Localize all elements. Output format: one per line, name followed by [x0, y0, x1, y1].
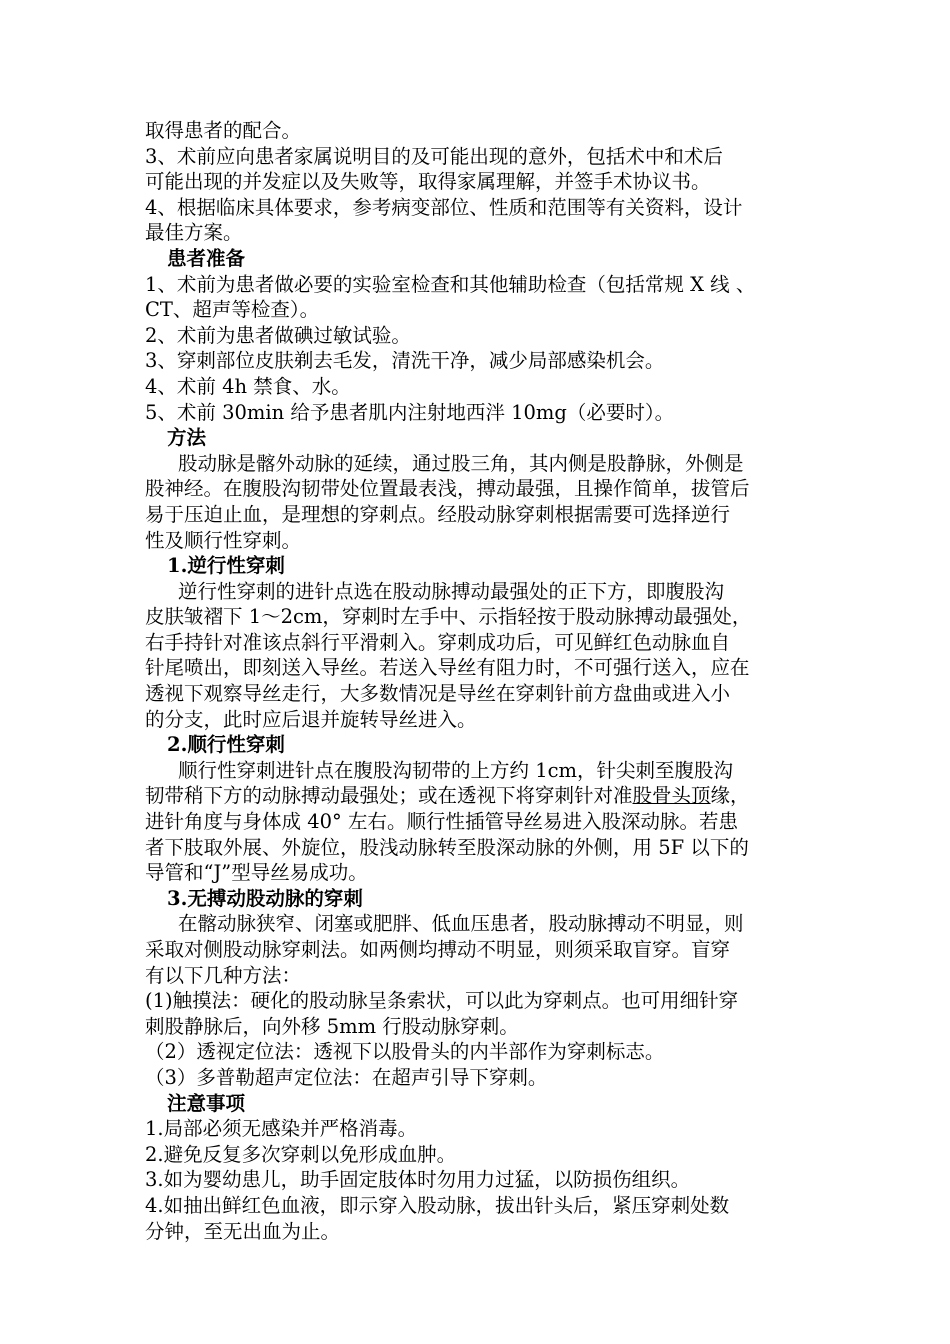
text-line: [145, 988, 815, 1014]
line-text: 者下肢取外展、外旋位，股浅动脉转至股深动脉的外侧，用 5F 以下的: [145, 835, 749, 859]
line-text: 采取对侧股动脉穿刺法。如两侧均搏动不明显，则须采取盲穿。盲穿: [145, 938, 731, 961]
line-text: 3.如为婴幼患儿，助手固定肢体时勿用力过猛，以防损伤组织。: [145, 1168, 691, 1192]
section-heading: [145, 732, 815, 758]
text-line: [145, 963, 815, 989]
line-text: 取得患者的配合。: [145, 119, 302, 142]
text-line: [145, 348, 815, 374]
line-text: 在髂动脉狭窄、闭塞或肥胖、低血压患者，股动脉搏动不明显，则: [178, 912, 744, 936]
text-line: [145, 374, 815, 400]
text-line: [145, 297, 815, 323]
text-line: [145, 655, 815, 681]
line-text: 导管和“J”型导丝易成功。: [145, 861, 368, 885]
section-heading: [145, 553, 815, 579]
line-text: 易于压迫止血，是理想的穿刺点。经股动脉穿刺根据需要可选择逆行: [145, 502, 731, 526]
text-line: [145, 323, 815, 349]
line-text: 方法: [167, 426, 207, 450]
text-line: [145, 195, 815, 221]
line-text: 顺行性穿刺进针点在腹股沟韧带的上方约 1cm，针尖刺至腹股沟: [178, 758, 734, 782]
text-line: [145, 860, 815, 886]
line-text: 注意事项: [167, 1091, 246, 1115]
line-text: 4、根据临床具体要求，参考病变部位、性质和范围等有关资料，设计: [145, 195, 743, 219]
line-text: (1)触摸法：硬化的股动脉呈条索状，可以此为穿刺点。也可用细针穿: [145, 989, 739, 1013]
line-text: 刺股静脉后，向外移 5mm 行股动脉穿刺。: [145, 1014, 519, 1038]
line-text: 进针角度与身体成 40° 左右。顺行性插管导丝易进入股深动脉。若患: [145, 810, 738, 834]
text-line: [145, 1065, 815, 1091]
text-line: [145, 1142, 815, 1168]
line-text: 2、术前为患者做碘过敏试验。: [145, 323, 411, 347]
text-line: [145, 220, 815, 246]
line-text: 1.逆行性穿刺: [167, 554, 285, 578]
text-line: [145, 1014, 815, 1040]
text-line: [145, 579, 815, 605]
line-text: 右手持针对准该点斜行平滑刺入。穿刺成功后，可见鲜红色动脉血自: [145, 630, 731, 654]
text-line: [145, 937, 815, 963]
text-line: [145, 451, 815, 477]
line-text: （2）透视定位法：透视下以股骨头的内半部作为穿刺标志。: [145, 1040, 665, 1064]
document-page: [145, 118, 815, 1244]
text-line: [145, 1193, 815, 1219]
underlined-term: 股骨头顶: [632, 784, 711, 808]
line-text: 1.局部必须无感染并严格消毒。: [145, 1117, 418, 1141]
text-line: [145, 681, 815, 707]
text-line: [145, 118, 815, 144]
line-text: 3、术前应向患者家属说明目的及可能出现的意外，包括术中和术后: [145, 144, 723, 168]
line-text: 2.避免反复多次穿刺以免形成血肿。: [145, 1142, 457, 1166]
text-line: [145, 1116, 815, 1142]
text-line: [145, 1039, 815, 1065]
text-line: [145, 476, 815, 502]
line-text: 性及顺行性穿刺。: [145, 528, 302, 552]
line-text: 透视下观察导丝走行，大多数情况是导丝在穿刺针前方盘曲或进入小: [145, 682, 731, 706]
section-heading: [145, 886, 815, 912]
line-text: 的分支，此时应后退并旋转导丝进入。: [145, 707, 477, 731]
line-text: 3.无搏动股动脉的穿刺: [167, 886, 363, 910]
line-text: 1、术前为患者做必要的实验室检查和其他辅助检查（包括常规 X 线 、: [145, 272, 756, 296]
text-line: [145, 630, 815, 656]
text-line: [145, 144, 815, 170]
line-text: 最佳方案。: [145, 221, 243, 245]
line-text: 分钟，至无出血为止。: [145, 1219, 341, 1243]
line-text: 韧带稍下方的动脉搏动最强处；或在透视下将穿刺针对准: [145, 784, 633, 808]
line-text: 4、术前 4h 禁食、水。: [145, 374, 351, 398]
text-line: [145, 1219, 815, 1245]
text-line: [145, 604, 815, 630]
line-text: 可能出现的并发症以及失败等，取得家属理解，并签手术协议书。: [145, 170, 711, 194]
line-text: 4.如抽出鲜红色血液，即示穿入股动脉，拔出针头后，紧压穿刺处数: [145, 1193, 730, 1217]
line-text: 3、穿刺部位皮肤剃去毛发，清洗干净，减少局部感染机会。: [145, 349, 665, 373]
section-heading: [145, 1091, 815, 1117]
section-heading: [145, 246, 815, 272]
text-line: [145, 758, 815, 784]
line-text: 患者准备: [167, 246, 246, 270]
line-text: 有以下几种方法：: [145, 963, 302, 987]
text-line: [145, 707, 815, 733]
line-text: 股动脉是髂外动脉的延续，通过股三角，其内侧是股静脉，外侧是: [178, 451, 744, 475]
line-text: 针尾喷出，即刻送入导丝。若送入导丝有阻力时，不可强行送入，应在: [145, 656, 750, 680]
text-line: [145, 400, 815, 426]
text-line: [145, 911, 815, 937]
line-text: CT、超声等检查）。: [145, 298, 320, 322]
section-heading: [145, 425, 815, 451]
text-line: [145, 783, 815, 809]
text-line: [145, 835, 815, 861]
line-text: 逆行性穿刺的进针点选在股动脉搏动最强处的正下方，即腹股沟: [178, 579, 725, 603]
line-text: 2.顺行性穿刺: [167, 733, 285, 757]
text-line: [145, 809, 815, 835]
line-text: 股神经。在腹股沟韧带处位置最表浅，搏动最强，且操作简单，拔管后: [145, 477, 750, 501]
line-text: 5、术前 30min 给予患者肌内注射地西泮 10mg（必要时）。: [145, 400, 675, 424]
text-line: [145, 502, 815, 528]
text-line: [145, 528, 815, 554]
text-line: [145, 272, 815, 298]
line-text: （3）多普勒超声定位法：在超声引导下穿刺。: [145, 1065, 548, 1089]
line-text: 皮肤皱褶下 1～2cm，穿刺时左手中、示指轻按于股动脉搏动最强处，: [145, 605, 752, 629]
text-line: [145, 169, 815, 195]
text-line: [145, 1167, 815, 1193]
line-text-after: 缘，: [710, 784, 750, 808]
